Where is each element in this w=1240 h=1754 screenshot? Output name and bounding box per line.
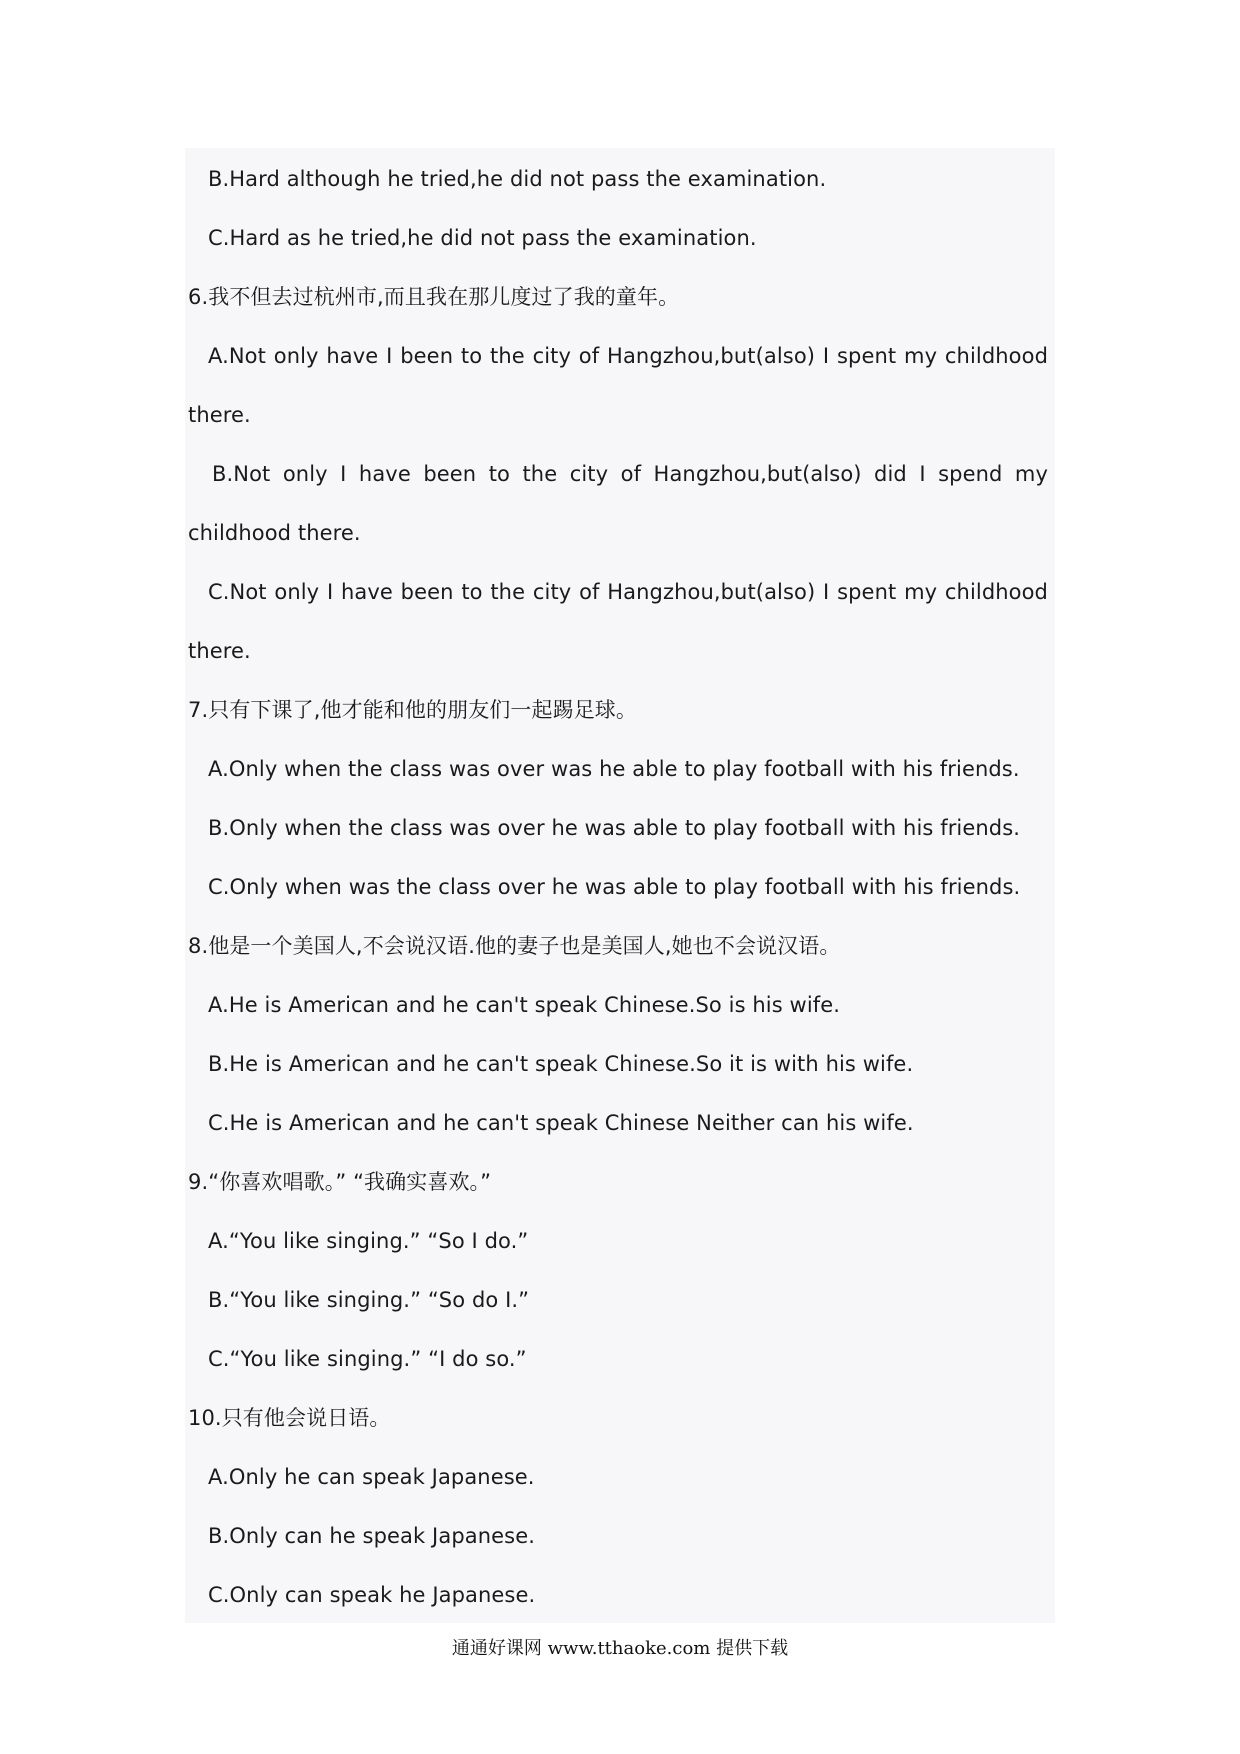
page-footer: 通通好课网 www.tthaoke.com 提供下载 bbox=[451, 1638, 789, 1659]
q6-prompt: 6.我不但去过杭州市,而且我在那儿度过了我的童年。 bbox=[188, 285, 680, 309]
q6-option-a-line2: there. bbox=[188, 403, 251, 427]
q8-option-a: A.He is American and he can't speak Chinese.So is his wife. bbox=[208, 993, 841, 1017]
q7-option-a: A.Only when the class was over was he able to play football with his friends. bbox=[208, 757, 1020, 781]
q6-option-c-line2: there. bbox=[188, 639, 251, 663]
q5-option-c: C.Hard as he tried,he did not pass the examination. bbox=[208, 226, 757, 250]
q8-prompt: 8.他是一个美国人,不会说汉语.他的妻子也是美国人,她也不会说汉语。 bbox=[188, 934, 841, 958]
q6-option-b-line2: childhood there. bbox=[188, 521, 361, 545]
q8-option-c: C.He is American and he can't speak Chinese Neither can his wife. bbox=[208, 1111, 914, 1135]
q6-option-a-line1: A.Not only have I been to the city of Hangzhou,but(also) I spent my childhood bbox=[208, 344, 1048, 368]
q7-option-c: C.Only when was the class over he was able to play football with his friends. bbox=[208, 875, 1021, 899]
q10-prompt: 10.只有他会说日语。 bbox=[188, 1406, 391, 1430]
q7-prompt: 7.只有下课了,他才能和他的朋友们一起踢足球。 bbox=[188, 698, 638, 722]
q8-option-b: B.He is American and he can't speak Chinese.So it is with his wife. bbox=[208, 1052, 914, 1076]
q9-option-b: B.“You like singing.” “So do I.” bbox=[208, 1288, 530, 1312]
q5-option-b: B.Hard although he tried,he did not pass the examination. bbox=[208, 167, 827, 191]
q10-option-b: B.Only can he speak Japanese. bbox=[208, 1524, 535, 1548]
q6-option-b-line1: B.Not only I have been to the city of Hangzhou,but(also) did I spend my bbox=[212, 462, 1048, 486]
q9-option-a: A.“You like singing.” “So I do.” bbox=[208, 1229, 529, 1253]
q9-option-c: C.“You like singing.” “I do so.” bbox=[208, 1347, 527, 1371]
q6-option-c-line1: C.Not only I have been to the city of Hangzhou,but(also) I spent my childhood bbox=[208, 580, 1048, 604]
q10-option-a: A.Only he can speak Japanese. bbox=[208, 1465, 535, 1489]
q10-option-c: C.Only can speak he Japanese. bbox=[208, 1583, 536, 1607]
q7-option-b: B.Only when the class was over he was able to play football with his friends. bbox=[208, 816, 1021, 840]
q9-prompt: 9.“你喜欢唱歌。” “我确实喜欢。” bbox=[188, 1170, 492, 1194]
